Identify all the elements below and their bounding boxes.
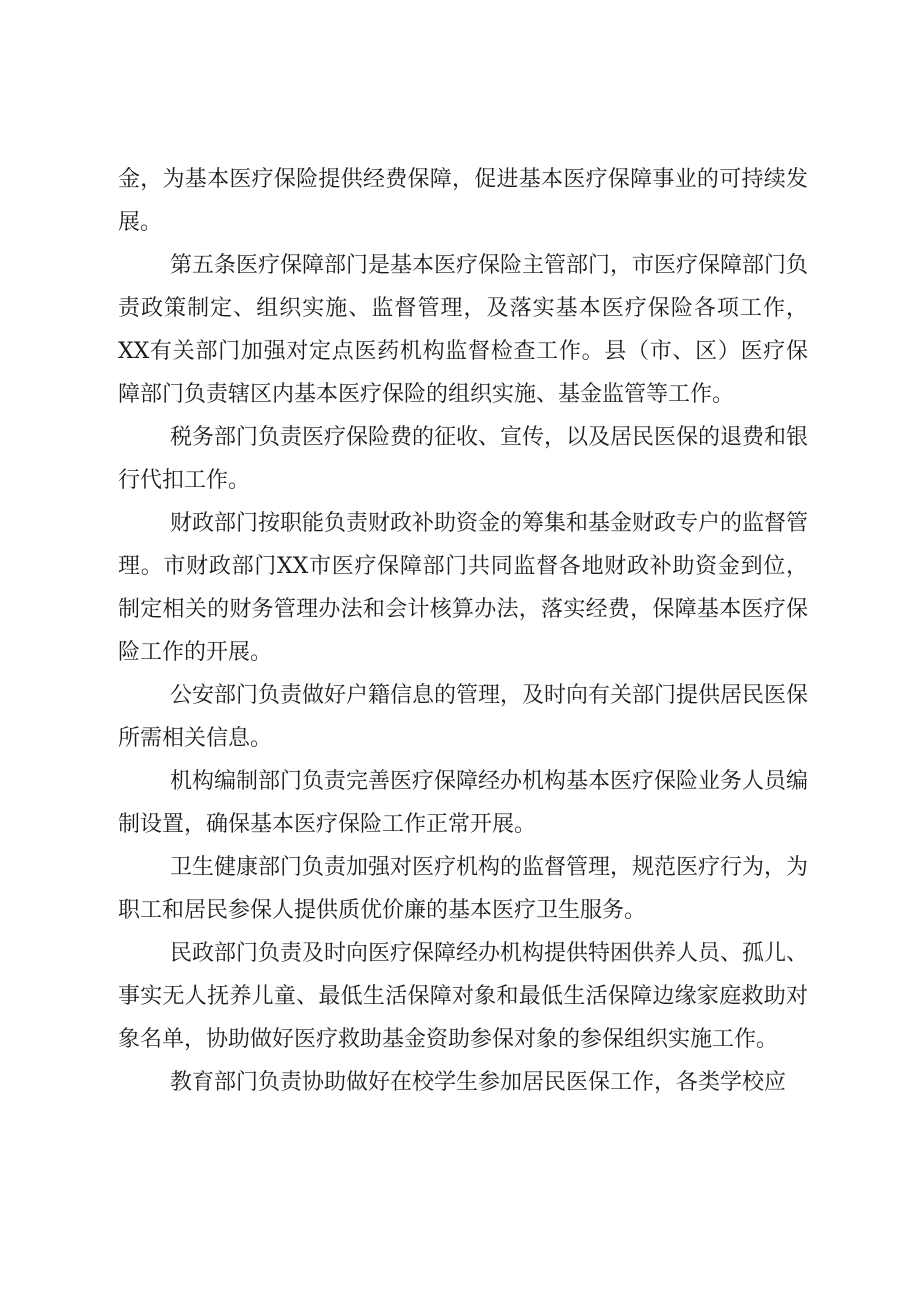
- paragraph-education-department: 教育部门负责协助做好在校学生参加居民医保工作，各类学校应: [170, 1070, 787, 1095]
- paragraph-finance-department: 财政部门按职能负责财政补助资金的筹集和基金财政专户的监督管理。市财政部门XX市医疗保障部门共同监督各地财政补助资金到位，制定相关的财务管理办法和会计核算办法，落实经费，保障基本医疗保险工作的开展。: [118, 511, 809, 665]
- document-body: [118, 158, 808, 1104]
- paragraph-civil-affairs: 民政部门负责及时向医疗保障经办机构提供特困供养人员、孤儿、事实无人抚养儿童、最低生活保障对象和最低生活保障边缘家庭救助对象名单，协助做好医疗救助基金资助参保对象的参保组织实施工作。: [118, 941, 809, 1052]
- paragraph-article-5: 第五条医疗保障部门是基本医疗保险主管部门，市医疗保障部门负责政策制定、组织实施、监督管理，及落实基本医疗保险各项工作，XX有关部门加强对定点医药机构监督检查工作。县（市、区）医疗保障部门负责辖区内基本医疗保险的组织实施、基金监管等工作。: [118, 253, 809, 407]
- paragraph-staffing-department: 机构编制部门负责完善医疗保障经办机构基本医疗保险业务人员编制设置，确保基本医疗保险工作正常开展。: [118, 769, 809, 837]
- paragraph-public-security: 公安部门负责做好户籍信息的管理，及时向有关部门提供居民医保所需相关信息。: [118, 683, 809, 751]
- paragraph-tax-department: 税务部门负责医疗保险费的征收、宣传，以及居民医保的退费和银行代扣工作。: [118, 425, 809, 493]
- paragraph-continuation: 金，为基本医疗保险提供经费保障，促进基本医疗保障事业的可持续发展。: [118, 167, 808, 235]
- paragraph-health-department: 卫生健康部门负责加强对医疗机构的监督管理，规范医疗行为，为职工和居民参保人提供质优价廉的基本医疗卫生服务。: [118, 855, 809, 923]
